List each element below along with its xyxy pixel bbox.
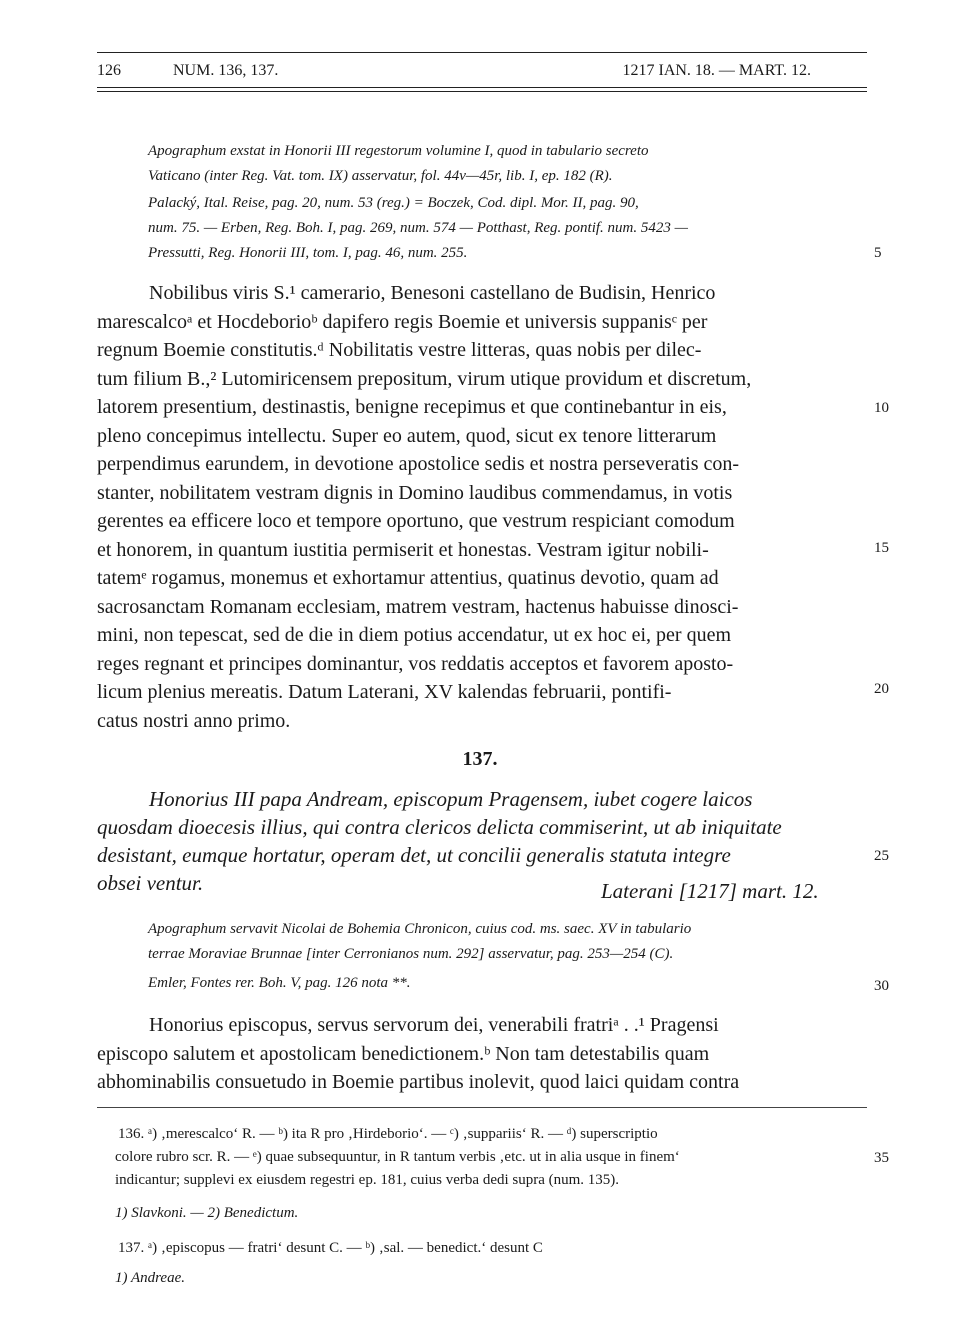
line-number: 25 <box>874 848 889 864</box>
footnotes-136-notes: 1) Slavkoni. — 2) Benedictum. <box>115 1205 299 1221</box>
line-number: 20 <box>874 681 889 697</box>
header-date: 1217 IAN. 18. — MART. 12. <box>622 62 811 79</box>
document-numbers: NUM. 136, 137. <box>173 62 279 79</box>
source-line: Apographum exstat in Honorii III regestorum volumine I, quod in tabulario secreto <box>148 143 649 159</box>
text-line: gerentes ea efficere loco et tempore oportuno, que vestrum respiciant comodum <box>97 510 735 532</box>
line-number: 10 <box>874 400 889 416</box>
edition-line: Pressutti, Reg. Honorii III, tom. I, pag. 46, num. 255. <box>148 245 468 261</box>
text-line: tum filium B.,² Lutomiricensem prepositum, virum utique providum et discretum, <box>97 367 752 390</box>
doc137-source <box>148 917 868 967</box>
text-line: catus nostri anno primo. <box>97 709 291 732</box>
text-line: et honorem, in quantum iustitia permiserit et honestas. Vestram igitur nobili- <box>97 538 709 561</box>
summary-line: Honorius III papa Andream, episcopum Pragensem, iubet cogere laicos <box>149 787 753 811</box>
text-line: regnum Boemie constitutis.ᵈ Nobilitatis vestre litteras, quas nobis per dilec- <box>97 339 702 361</box>
doc136-text <box>97 279 867 735</box>
footnote-line: indicantur; supplevi ex eiusdem regestri ep. 181, cuius verba dedi supra (num. 135). <box>115 1172 620 1188</box>
text-line: tatemᵉ rogamus, monemus et exhortamur attentius, quatinus devotio, quam ad <box>97 567 719 589</box>
footnotes-137: 137. ᵃ) ‚episcopus — fratri‘ desunt C. — ᵇ) ‚sal. — benedict.‘ desunt C <box>118 1240 543 1256</box>
line-number: 30 <box>874 978 889 994</box>
text-line: licum plenius mereatis. Datum Laterani, XV kalendas februarii, pontifi- <box>97 681 672 703</box>
text-line: reges regnant et principes dominantur, vos reddatis acceptos et favorem aposto- <box>97 652 734 675</box>
header-top-rule <box>97 52 867 53</box>
text-line: abhominabilis consuetudo in Boemie partibus inolevit, quod laici quidam contra <box>97 1071 740 1093</box>
line-number: 5 <box>874 245 882 261</box>
header-rule-2 <box>97 91 867 92</box>
edition-line: num. 75. — Erben, Reg. Boh. I, pag. 269, num. 574 — Potthast, Reg. pontif. num. 5423 — <box>148 220 688 236</box>
doc137-text <box>97 1011 867 1097</box>
summary-line: quosdam dioecesis illius, qui contra clericos delicta commiserint, ut ab iniquitate <box>97 815 782 839</box>
text-line: episcopo salutem et apostolicam benedictionem.ᵇ Non tam detestabilis quam <box>97 1042 710 1065</box>
footnotes-137-notes: 1) Andreae. <box>115 1270 185 1286</box>
line-number: 15 <box>874 540 889 556</box>
line-number: 35 <box>874 1150 889 1166</box>
running-header <box>97 62 867 84</box>
text-line: marescalcoᵃ et Hocdeborioᵇ dapifero regis Boemie et universis suppanisᶜ per <box>97 310 708 333</box>
text-line: pleno concepimus intellectu. Super eo autem, quod, sicut ex tenore litterarum <box>97 424 717 447</box>
doc136-source <box>148 139 868 189</box>
source-line: Apographum servavit Nicolai de Bohemia Chronicon, cuius cod. ms. saec. XV in tabulario <box>148 921 692 937</box>
source-line: terrae Moraviae Brunnae [inter Cerronianos num. 292] asservatur, pag. 253—254 (C). <box>148 946 674 962</box>
footnote-separator <box>97 1107 867 1108</box>
text-line: perpendimus earundem, in devotione apostolice sedis et nostra perseveratis con- <box>97 453 740 475</box>
text-line: Honorius episcopus, servus servorum dei, venerabili fratriᵃ . .¹ Pragensi <box>149 1014 719 1036</box>
text-line: mini, non tepescat, sed de die in diem potius accendatur, ut ex hoc ei, per quem <box>97 624 732 646</box>
text-line: Nobilibus viris S.¹ camerario, Benesoni castellano de Budisin, Henrico <box>149 282 716 304</box>
text-line: stanter, nobilitatem vestram dignis in Domino laudibus commendamus, in votis <box>97 481 733 504</box>
doc136-editions <box>148 191 868 266</box>
doc137-number: 137. <box>462 748 498 770</box>
doc137-place-date: Laterani [1217] mart. 12. <box>601 879 819 903</box>
edition-line: Palacký, Ital. Reise, pag. 20, num. 53 (reg.) = Boczek, Cod. dipl. Mor. II, pag. 90, <box>148 195 639 211</box>
source-line: Vaticano (inter Reg. Vat. tom. IX) asservatur, fol. 44v—45r, lib. I, ep. 182 (R). <box>148 168 613 184</box>
summary-line: obsei ventur. <box>97 871 204 895</box>
page-number: 126 <box>97 62 121 79</box>
text-line: sacrosanctam Romanam ecclesiam, matrem vestram, hactenus habuisse dinosci- <box>97 595 739 618</box>
text-line: latorem presentium, destinastis, benigne recepimus et que continebantur in eis, <box>97 396 727 418</box>
footnotes-136 <box>115 1123 868 1192</box>
footnote-line: colore rubro scr. R. — ᵉ) quae subsequuntur, in R tantum verbis ‚etc. ut in alia usque in finem‘ <box>115 1149 680 1165</box>
header-rule-1 <box>97 87 867 88</box>
footnote-line: 136. ᵃ) ‚merescalco‘ R. — ᵇ) ita R pro ‚Hirdeborio‘. — ᶜ) ‚suppariis‘ R. — ᵈ) superscriptio <box>118 1126 658 1142</box>
summary-line: desistant, eumque hortatur, operam det, ut concilii generalis statuta integre <box>97 843 731 867</box>
doc137-edition: Emler, Fontes rer. Boh. V, pag. 126 nota **. <box>148 975 411 991</box>
